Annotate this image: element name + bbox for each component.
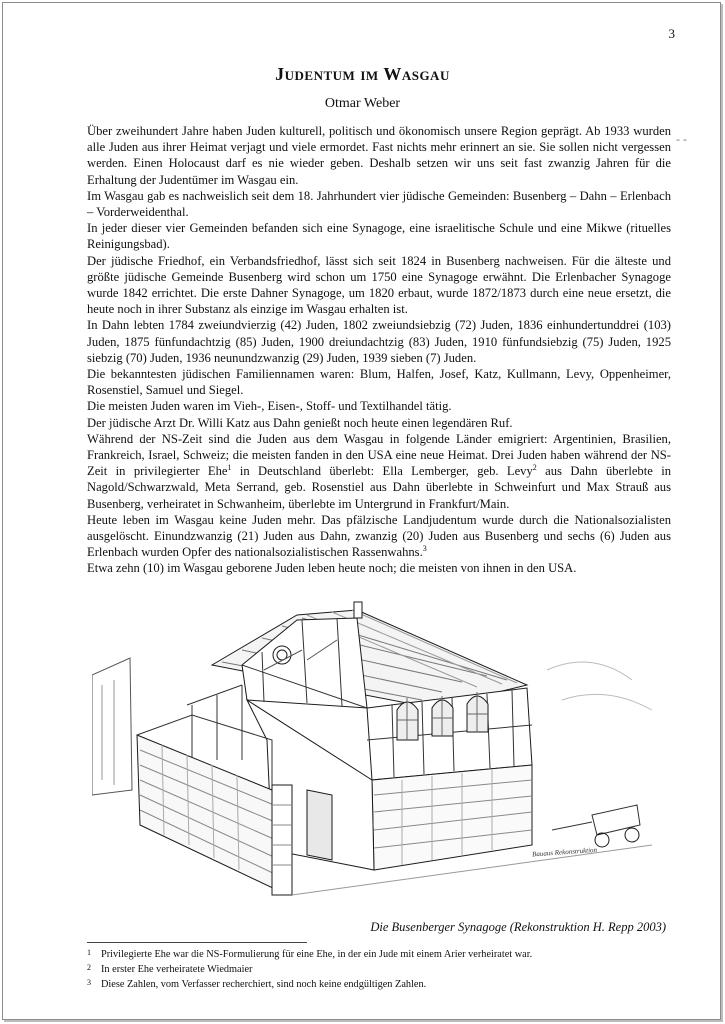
drawing-signature: Bauaus Rekonstruktion xyxy=(531,845,598,859)
footnote-divider xyxy=(87,942,307,943)
paragraph-today xyxy=(87,512,671,561)
emigration-text-1: Während der NS-Zeit sind die Juden aus dem Wasgau in folgende Länder emigriert: Argentinien, Brasilien, Frankreich, Israel, Schweiz; die meisten fanden in den USA eine neue Heimat. Drei Juden haben während der NS-Zeit in privilegierter Ehe xyxy=(87,431,671,479)
synagogue-sketch-image xyxy=(92,590,670,915)
image-caption: Die Busenberger Synagoge (Rekonstruktion H. Repp 2003) xyxy=(370,920,666,934)
emigration-text-3: aus Dahn überlebte in Nagold/Schwarzwald, Meta Serrand, geb. Rosenstiel aus Dahn überlebte in Schweinfurt und Max Strauß aus Busenberg, verheiratet in Schwanheim, überlebte im Untergrund in Frankfurt/Main. xyxy=(87,464,671,511)
footnote-ref-3[interactable]: 3 xyxy=(422,544,427,554)
article-body xyxy=(87,123,671,577)
page-number: 3 xyxy=(668,26,675,41)
paragraph-family-names: Die bekanntesten jüdischen Familiennamen waren: Blum, Halfen, Josef, Katz, Kullmann, Levy, Oppenheimer, Rosenstiel, Samuel und Siegel. xyxy=(87,367,671,398)
footnote-3 xyxy=(87,977,671,992)
margin-mark: - - xyxy=(676,132,687,146)
paragraph-intro: Über zweihundert Jahre haben Juden kulturell, politisch und ökonomisch unsere Region geprägt. Ab 1933 wurden alle Juden aus ihrer Heimat verjagt und viele ermordet. Fast nichts mehr erinnert an sie. Sie sollen nicht vergessen werden. Einen Holocaust darf es nie wieder geben. Deshalb setzen wir uns seit fast zwanzig Jahren für die Erhaltung der Judentümer im Wasgau ein. xyxy=(87,124,671,187)
paragraph-doctor: Der jüdische Arzt Dr. Willi Katz aus Dahn genießt noch heute einen legendären Ruf. xyxy=(87,415,513,430)
paragraph-emigration xyxy=(87,431,671,512)
footnote-2 xyxy=(87,962,671,977)
paragraph-trade: Die meisten Juden waren im Vieh-, Eisen-, Stoff- und Textilhandel tätig. xyxy=(87,399,452,414)
paragraph-population: In Dahn lebten 1784 zweiundvierzig (42) Juden, 1802 zweiundsiebzig (72) Juden, 1836 einhundertunddrei (103) Juden, 1875 fünfundachtzig (85) Juden, 1900 dreiundachtzig (83) Juden, 1910 fünfundsiebzig (75) Juden, 1925 siebzig (70) Juden, 1936 neunundzwanzig (29) Juden, 1939 sieben (7) Juden. xyxy=(87,318,671,365)
emigration-text-2: in Deutschland überlebt: Ella Lemberger, geb. Levy xyxy=(231,464,533,479)
footnote-1 xyxy=(87,947,671,962)
footnote-text: Privilegierte Ehe war die NS-Formulierung für eine Ehe, in der ein Jude mit einem Arier verheiratet war. xyxy=(101,949,533,960)
footnote-number: 1 xyxy=(87,948,91,957)
footnote-text: In erster Ehe verheiratete Wiedmaier xyxy=(101,964,253,976)
today-text: Heute leben im Wasgau keine Juden mehr. Das pfälzische Landjudentum wurde durch die Nationalsozialisten ausgelöscht. Einundzwanzig (21) Juden aus Dahn, zwanzig (20) Juden aus Busenberg und sechs (6) Juden aus Erlenbach wurden Opfer des nationalsozialistischen Rassenwahns. xyxy=(87,512,671,560)
footnote-text: Diese Zahlen, vom Verfasser recherchiert, sind noch keine endgültigen Zahlen. xyxy=(101,979,427,991)
paragraph-survivors: Etwa zehn (10) im Wasgau geborene Juden leben heute noch; die meisten von ihnen in den USA. xyxy=(87,561,577,576)
footnotes xyxy=(87,947,671,993)
article-title: Judentum im Wasgau xyxy=(275,64,450,84)
paragraph-communities: Im Wasgau gab es nachweislich seit dem 18. Jahrhundert vier jüdische Gemeinden: Busenberg – Dahn – Erlenbach – Vorderweidenthal. xyxy=(87,188,671,220)
footnote-ref-1[interactable]: 1 xyxy=(227,463,232,473)
author-name: Otmar Weber xyxy=(324,96,401,111)
paragraph-cemetery: Der jüdische Friedhof, ein Verbandsfriedhof, lässt sich seit 1824 in Busenberg nachweisen. Für die älteste und größte jüdische Gemeinde Busenberg wird schon um 1750 eine Synagoge erwähnt. Die Erlenbacher Synagoge wurde 1842 errichtet. Die erste Dahner Synagoge, um 1820 erbaut, wurde 1872/1873 durch eine neue ersetzt, die heute noch in ihrer Substanz als einzige im Wasgau erhalten ist. xyxy=(87,253,671,317)
synagogue-drawing xyxy=(92,590,670,915)
footnote-number: 2 xyxy=(87,963,91,973)
paragraph-institutions: In jeder dieser vier Gemeinden befanden sich eine Synagoge, eine israelitische Schule und eine Mikwe (rituelles Reinigungsbad). xyxy=(87,221,671,252)
footnote-number: 3 xyxy=(87,978,91,988)
footnote-ref-2[interactable]: 2 xyxy=(532,463,537,473)
